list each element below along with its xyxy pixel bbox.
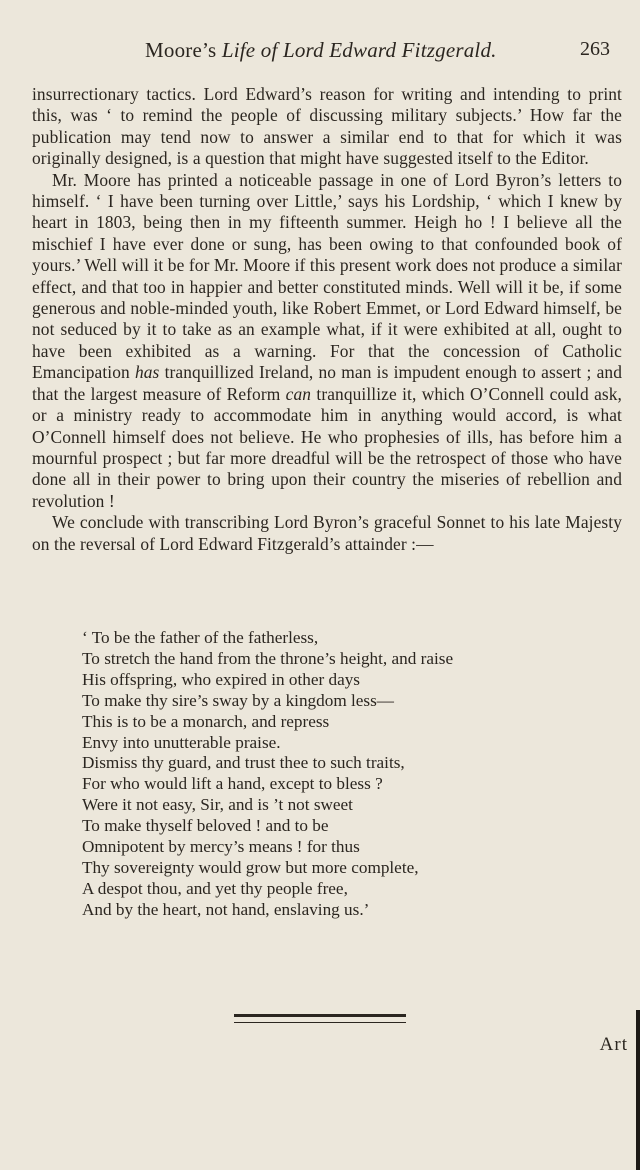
sonnet-line: A despot thou, and yet thy people free, [82, 878, 348, 898]
running-title-italic: Life of Lord Edward Fitzgerald. [221, 38, 497, 62]
sonnet-line: To make thy sire’s sway by a kingdom less— [82, 690, 394, 710]
emphasis-has: has [134, 362, 160, 383]
paragraph-1-text: insurrectionary tactics. Lord Edward’s reason for writing and intending to print this, was ‘ to remind the people of discussing military subjects.’ How far the publication may tend now to answer a similar end to that for which it was originally designed, is a question that might have suggested itself to the Editor. [32, 84, 622, 169]
paragraph-2-text-c: tranquillize it, which O’Connell could ask, or a ministry ready to accommodate him in anything would accord, is what O’Connell himself does not believe. He who prophesies of ills, has before him a mournful prospect ; but far more dreadful will be the retrospect of those who have done all in their power to bring upon their country the miseries of rebellion and revolution ! [32, 383, 622, 511]
body-text [32, 84, 622, 555]
closing-rule-thin [234, 1022, 406, 1023]
sonnet-line: To make thyself beloved ! and to be [82, 816, 329, 836]
sonnet-line: Omnipotent by mercy’s means ! for thus [82, 837, 360, 857]
paragraph-2-text-b: tranquillized Ireland, no man is impudent enough to assert ; and that the largest measure of Reform [32, 362, 622, 404]
paragraph-1 [32, 84, 622, 170]
paragraph-3 [32, 512, 622, 555]
sonnet-line: ‘ To be the father of the fatherless, [82, 628, 319, 647]
sonnet-line: For who would lift a hand, except to bless ? [82, 774, 383, 794]
sonnet-line: To stretch the hand from the throne’s height, and raise [82, 648, 454, 668]
sonnet [82, 628, 622, 921]
running-title [145, 38, 497, 63]
sonnet-line: Thy sovereignty would grow but more complete, [82, 857, 419, 877]
paragraph-3-text: We conclude with transcribing Lord Byron’s graceful Sonnet to his late Majesty on the reversal of Lord Edward Fitzgerald’s attainder :— [32, 512, 622, 554]
sonnet-line: Envy into unutterable praise. [82, 732, 281, 752]
paragraph-2-text-a: Mr. Moore has printed a noticeable passage in one of Lord Byron’s letters to himself. ‘ I have been turning over Little,’ says his Lordship, ‘ which I knew by heart in 1803, being then in my fifteenth summer. Heigh ho ! I believe all the mischief I have ever done or sung, has been owing to that confounded book of yours.’ Well will it be for Mr. Moore if this present work does not produce a similar effect, and that too in happier and better constituted minds. Well will it be, if some generous and noble-minded youth, like Robert Emmet, or Lord Edward himself, be not seduced by it to take as an example what, if it were exhibited at all, ought to have been exhibited as a warning. For that the concession of Catholic Emancipation [32, 169, 622, 383]
closing-rule-thick [234, 1014, 406, 1017]
catchword: Art [599, 1034, 628, 1055]
sonnet-line: His offspring, who expired in other days [82, 669, 360, 689]
page-edge-mark [636, 1010, 640, 1170]
sonnet-line: Dismiss thy guard, and trust thee to such traits, [82, 753, 405, 773]
paragraph-2 [32, 170, 622, 513]
emphasis-can: can [285, 383, 312, 404]
running-title-roman: Moore’s [145, 38, 222, 62]
sonnet-line: Were it not easy, Sir, and is ’t not sweet [82, 795, 353, 815]
sonnet-line: And by the heart, not hand, enslaving us.’ [82, 899, 370, 919]
running-head [0, 34, 640, 64]
sonnet-line: This is to be a monarch, and repress [82, 711, 330, 731]
page-number: 263 [580, 38, 610, 60]
